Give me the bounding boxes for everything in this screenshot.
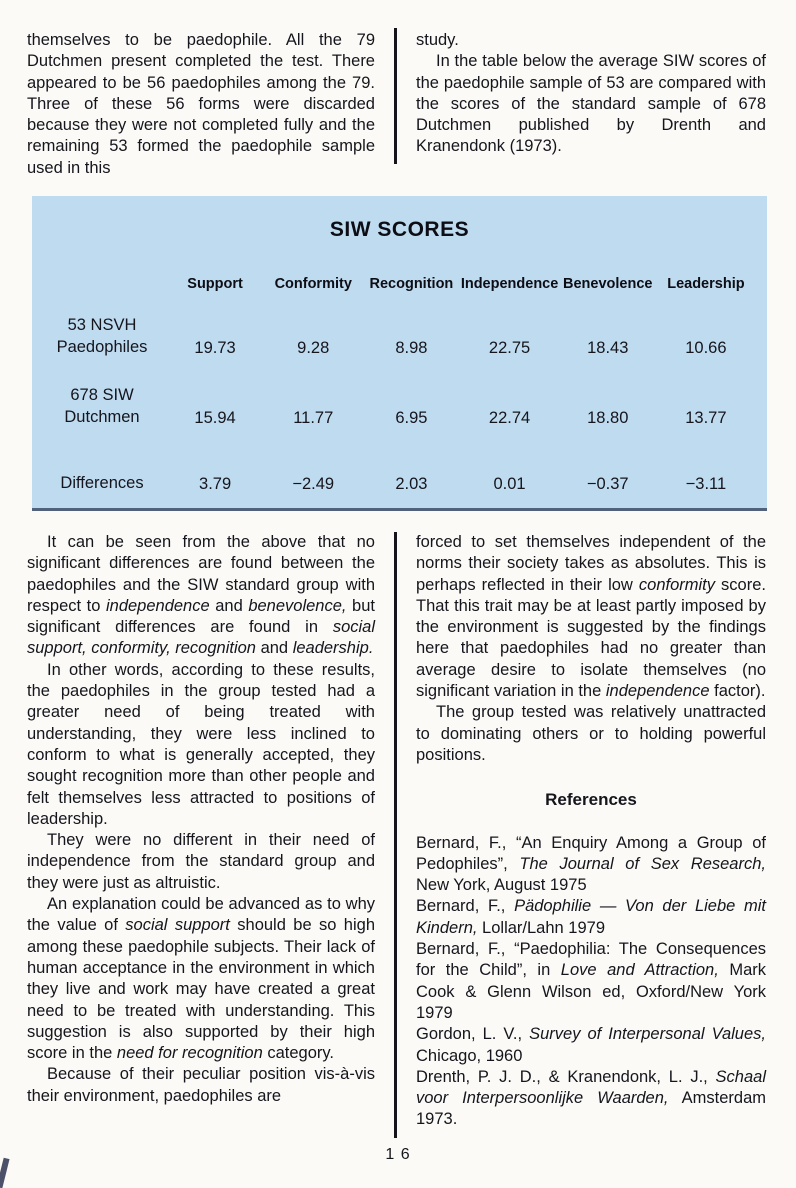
column-header-recognition: Recognition xyxy=(369,276,454,292)
paragraph: In the table below the average SIW scores of the paedophile sample of 53 are compared with the scores of the standard sample of 678 Dutchmen published by Drenth and Kranendonk (1973). xyxy=(416,52,766,156)
column-divider-bottom xyxy=(394,532,397,1138)
table-header-row xyxy=(32,276,767,292)
references-heading: References xyxy=(545,790,637,810)
paragraph: In other words, according to these results, the paedophiles in the group tested had a greater need of being treated with understanding, they were less inclined to conform to what is generally accepted, they sought recognition more than other people and felt themselves less attracted to positions of leadership. xyxy=(27,660,375,828)
bottom-left-column xyxy=(27,532,375,1107)
reference-item: Bernard, F., Pädophilie — Von der Liebe mit Kindern, Lollar/Lahn 1979 xyxy=(416,897,767,937)
paragraph: They were no different in their need of independence from the standard group and they were just as altruistic. xyxy=(27,831,375,892)
table-cell: −2.49 xyxy=(292,475,335,493)
table-cell: 22.74 xyxy=(488,409,531,427)
table-cell: 22.75 xyxy=(488,339,531,357)
table-cell: 15.94 xyxy=(194,409,236,427)
table-row-paedophiles xyxy=(32,314,767,358)
top-right-column xyxy=(416,30,766,158)
row-label xyxy=(38,384,166,428)
paragraph: study. xyxy=(416,31,459,49)
table-cell: 9.28 xyxy=(297,339,330,357)
row-label xyxy=(38,314,166,358)
table-cell: 11.77 xyxy=(293,409,334,427)
reference-item: Bernard, F., “An Enquiry Among a Group of Pedophiles”, The Journal of Sex Research, New York, August 1975 xyxy=(416,833,766,895)
paragraph: It can be seen from the above that no significant differences are found between the paedophiles and the SIW standard group with respect to independence and benevolence, but significant differences are found in social support, conformity, recognition and leadership. xyxy=(27,533,375,658)
paragraph: An explanation could be advanced as to why the value of social support should be so high among these paedophile subjects. Their lack of human acceptance in the environment in which they live and work may have created a great need to be treated with understanding. This suggestion is also supported by their high score in the need for recognition category. xyxy=(27,895,375,1063)
table-cell: 10.66 xyxy=(685,339,727,357)
column-header-independence: Independence xyxy=(460,276,559,292)
paragraph: Because of their peculiar position vis-à-vis their environment, paedophiles are xyxy=(27,1065,375,1105)
reference-item: Gordon, L. V., Survey of Interpersonal Values, Chicago, 1960 xyxy=(416,1025,766,1065)
table-cell: 8.98 xyxy=(395,339,428,357)
reference-item: Bernard, F., “Paedophilia: The Consequences for the Child”, in Love and Attraction, Mark Cook & Glenn Wilson ed, Oxford/New York 1979 xyxy=(416,940,766,1022)
row-label-line: 678 SIW xyxy=(70,386,134,404)
paragraph: The group tested was relatively unattracted to dominating others or to holding powerful positions. xyxy=(416,703,766,764)
column-header-support: Support xyxy=(187,276,243,292)
paragraph: themselves to be paedophile. All the 79 Dutchmen present completed the test. There appeared to be 56 paedophiles among the 79. Three of these 56 forms were discarded because they were not completed fully and the remaining 53 formed the paedophile sample used in this xyxy=(27,31,375,177)
row-label xyxy=(38,472,166,494)
table-cell: 3.79 xyxy=(199,475,232,493)
paragraph: forced to set themselves independent of the norms their society takes as absolutes. This is perhaps reflected in their low conformity score. That this trait may be at least partly imposed by the environment is suggested by the findings here that paedophiles had no greater than average desire to isolate themselves (no significant variation in the independence factor). xyxy=(416,533,766,701)
table-cell: 18.80 xyxy=(587,409,629,427)
column-divider-top xyxy=(394,28,397,164)
column-header-benevolence: Benevolence xyxy=(563,276,653,292)
siw-scores-table xyxy=(32,196,767,511)
table-cell: 6.95 xyxy=(395,409,428,427)
table-row-dutchmen xyxy=(32,384,767,428)
table-cell: 0.01 xyxy=(493,475,526,493)
table-row-differences xyxy=(32,472,767,494)
row-label-line: Paedophiles xyxy=(56,338,148,356)
bottom-right-column xyxy=(416,532,766,1131)
table-cell: −3.11 xyxy=(685,475,727,493)
reference-item: Drenth, P. J. D., & Kranendonk, L. J., Schaal voor Interpersoonlijke Waarden, Amsterdam 1973. xyxy=(416,1067,766,1129)
column-header-conformity: Conformity xyxy=(274,276,352,292)
row-label-line: Dutchmen xyxy=(64,408,140,426)
table-cell: 2.03 xyxy=(395,475,428,493)
table-title: SIW SCORES xyxy=(329,218,470,241)
table-cell: 13.77 xyxy=(685,409,727,427)
table-cell: 18.43 xyxy=(587,339,629,357)
row-label-line: 53 NSVH xyxy=(67,316,137,334)
row-label-line: Differences xyxy=(60,474,144,492)
header-spacer xyxy=(38,276,166,292)
scan-artifact xyxy=(0,1158,10,1188)
table-cell: −0.37 xyxy=(586,475,629,493)
page-number: 1 6 xyxy=(385,1146,411,1163)
top-left-column xyxy=(27,30,375,179)
column-header-leadership: Leadership xyxy=(667,276,745,292)
table-cell: 19.73 xyxy=(194,339,236,357)
